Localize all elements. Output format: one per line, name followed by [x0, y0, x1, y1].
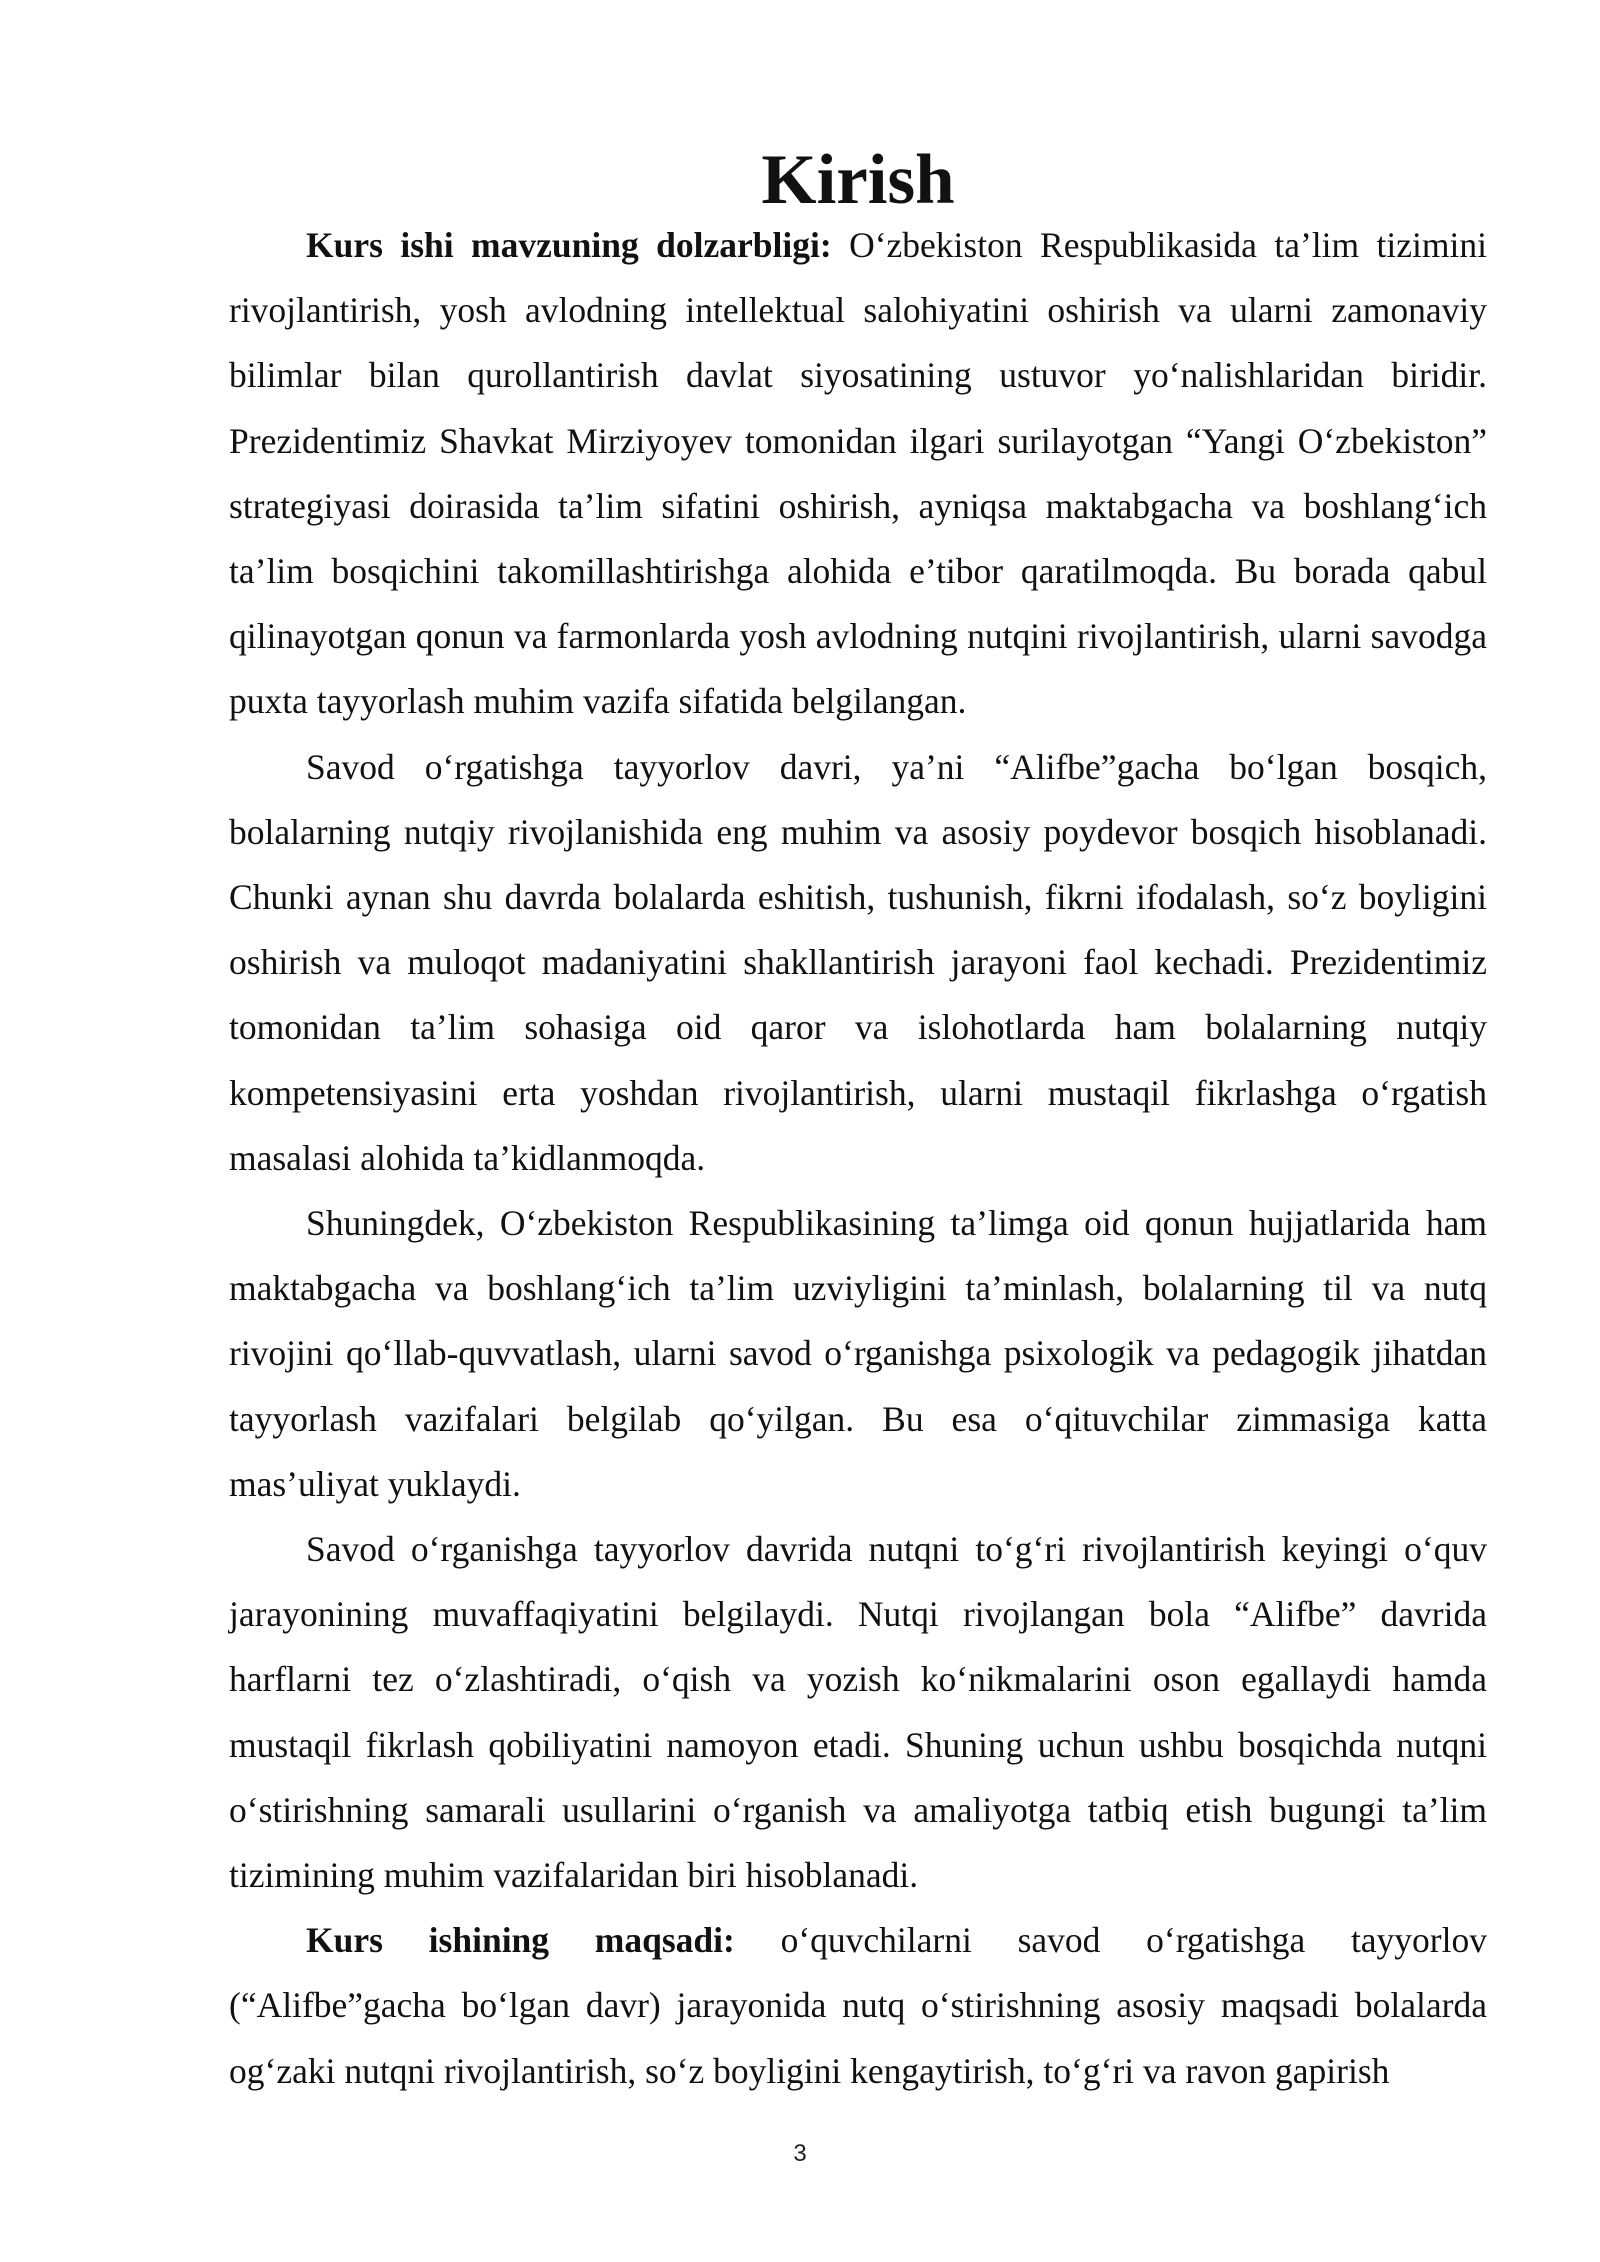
paragraph — [229, 1517, 1487, 1908]
paragraph — [229, 735, 1487, 1191]
page-number: 3 — [793, 2140, 807, 2167]
section-heading: Kirish — [761, 141, 955, 219]
paragraph-text: Shuningdek, O‘zbekiston Respublikasining ta’limga oid qonun hujjatlarida ham maktabgacha va boshlang‘ich ta’lim uzviyligini ta’minlash, bolalarning til va nutq rivojini qo‘llab-quvvatlash, ularni savod o‘rganishga psixologik va pedagogik jihatdan tayyorlash vazifalari belgilab qo‘yilgan. Bu esa o‘qituvchilar zimmasiga katta mas’uliyat yuklaydi. — [229, 1203, 1487, 1504]
paragraph-lead: Kurs ishining maqsadi: — [306, 1920, 735, 1961]
paragraph-text: Savod o‘rganishga tayyorlov davrida nutqni to‘g‘ri rivojlantirish keyingi o‘quv jarayonining muvaffaqiyatini belgilaydi. Nutqi rivojlangan bola “Alifbe” davrida harflarni tez o‘zlashtiradi, o‘qish va yozish ko‘nikmalarini oson egallaydi hamda mustaqil fikrlash qobiliyatini namoyon etadi. Shuning uchun ushbu bosqichda nutqni o‘stirishning samarali usullarini o‘rganish va amaliyotga tatbiq etish bugungi ta’lim tizimining muhim vazifalaridan biri hisoblanadi. — [229, 1529, 1487, 1896]
paragraph-text: O‘zbekiston Respublikasida ta’lim tizimini rivojlantirish, yosh avlodning intellektual salohiyatini oshirish va ularni zamonaviy bilimlar bilan qurollantirish davlat siyosatining ustuvor yo‘nalishlaridan biridir. Prezidentimiz Shavkat Mirziyoyev tomonidan ilgari surilayotgan “Yangi O‘zbekiston” strategiyasi doirasida ta’lim sifatini oshirish, ayniqsa maktabgacha va boshlang‘ich ta’lim bosqichini takomillashtirishga alohida e’tibor qaratilmoqda. Bu borada qabul qilinayotgan qonun va farmonlarda yosh avlodning nutqini rivojlantirish, ularni savodga puxta tayyorlash muhim vazifa sifatida belgilangan. — [229, 225, 1487, 722]
paragraph — [229, 1191, 1487, 1517]
paragraph-lead: Kurs ishi mavzuning dolzarbligi: — [306, 225, 832, 265]
paragraph-relevance — [229, 213, 1487, 735]
paragraph-text: Savod o‘rgatishga tayyorlov davri, ya’ni “Alifbe”gacha bo‘lgan bosqich, bolalarning nutqiy rivojlanishida eng muhim va asosiy poydevor bosqich hisoblanadi. Chunki aynan shu davrda bolalarda eshitish, tushunish, fikrni ifodalash, so‘z boyligini oshirish va muloqot madaniyatini shakllantirish jarayoni faol kechadi. Prezidentimiz tomonidan ta’lim sohasiga oid qaror va islohotlarda ham bolalarning nutqiy kompetensiyasini erta yoshdan rivojlantirish, ularni mustaqil fikrlashga o‘rgatish masalasi alohida ta’kidlanmoqda. — [229, 746, 1487, 1178]
page-body — [229, 141, 1487, 2104]
paragraph-text: o‘quvchilarni savod o‘rgatishga tayyorlov (“Alifbe”gacha bo‘lgan davr) jarayonida nutq o‘stirishning asosiy maqsadi bolalarda og‘zaki nutqni rivojlantirish, so‘z boyligini kengaytirish, to‘g‘ri va ravon gapirish — [229, 1920, 1487, 2091]
paragraph-goal — [229, 1908, 1487, 2104]
